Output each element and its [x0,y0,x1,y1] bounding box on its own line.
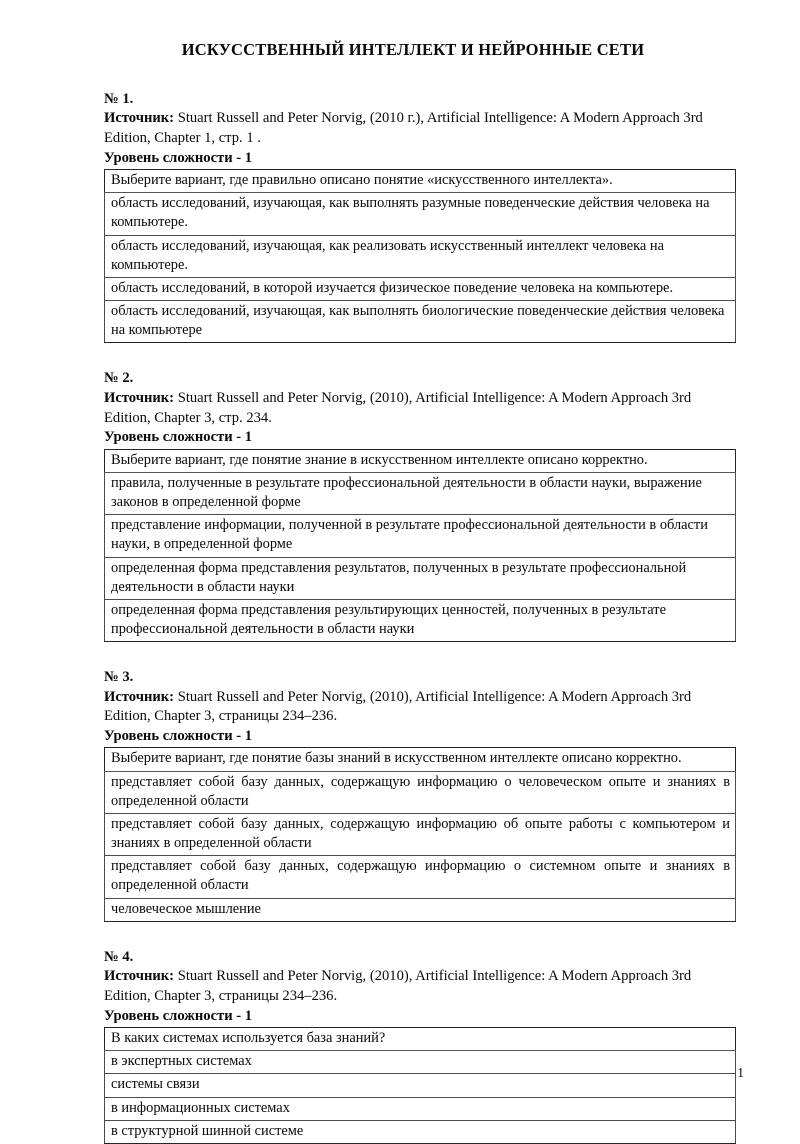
question-prompt-3: Выберите вариант, где понятие базы знаний в искусственном интеллекте описано корректно. [105,748,736,771]
table-row[interactable] [105,856,736,898]
answer-option[interactable]: область исследований, изучающая, как выполнять разумные поведенческие действия человека на компьютере. [105,193,736,235]
question-prompt-2: Выберите вариант, где понятие знание в искусственном интеллекте описано корректно. [105,449,736,472]
source-text-4: Stuart Russell and Peter Norvig, (2010), Artificial Intelligence: A Modern Approach 3rd Edition, Chapter 3, страницы 234–236. [104,968,692,1004]
question-source-1 [104,109,736,148]
answer-option[interactable]: в информационных системах [105,1097,736,1120]
table-row[interactable] [105,193,736,235]
table-row [105,449,736,472]
answer-table-1 [104,169,736,343]
question-number-1: № 1. [104,90,134,107]
question-source-4 [104,967,736,1006]
answer-option[interactable]: правила, полученные в результате профессиональной деятельности в области науки, выражение законов в определенной форме [105,472,736,514]
table-row[interactable] [105,771,736,813]
page-title: ИСКУССТВЕННЫЙ ИНТЕЛЛЕКТ И НЕЙРОННЫЕ СЕТИ [181,40,645,59]
question-block-1 [104,90,736,344]
table-row[interactable] [105,1097,736,1120]
answer-option[interactable]: человеческое мышление [105,898,736,921]
answer-option[interactable]: в экспертных системах [105,1051,736,1074]
table-row[interactable] [105,813,736,855]
table-row[interactable] [105,1120,736,1143]
source-text-2: Stuart Russell and Peter Norvig, (2010), Artificial Intelligence: A Modern Approach 3rd Edition, Chapter 3, стр. 234. [104,389,692,426]
answer-option[interactable]: область исследований, изучающая, как выполнять биологические поведенческие действия человека на компьютере [105,301,736,343]
question-block-3 [104,668,736,922]
source-label-3: Источник: [104,688,175,705]
table-row [105,170,736,193]
table-row [105,1028,736,1051]
answer-option[interactable]: определенная форма представления результатов, полученных в результате профессиональной деятельности в области науки [105,557,736,599]
table-row[interactable] [105,277,736,300]
difficulty-level-4: Уровень сложности - 1 [104,1007,253,1024]
table-row[interactable] [105,557,736,599]
answer-option[interactable]: определенная форма представления результирующих ценностей, полученных в результате профессиональной деятельности в области науки [105,599,736,641]
answer-option[interactable]: системы связи [105,1074,736,1097]
answer-table-3 [104,747,736,921]
question-number-2: № 2. [104,370,134,387]
question-block-4 [104,948,736,1144]
answer-table-4 [104,1027,736,1144]
table-row[interactable] [105,599,736,641]
difficulty-level-1: Уровень сложности - 1 [104,149,253,166]
answer-option[interactable]: представление информации, полученной в результате профессиональной деятельности в области науки, в определенной форме [105,515,736,557]
answer-table-2 [104,449,736,642]
table-row[interactable] [105,301,736,343]
answer-option[interactable]: представляет собой базу данных, содержащую информацию о системном опыте и знаниях в определенной области [105,856,736,898]
table-row[interactable] [105,1051,736,1074]
source-label-1: Источник: [104,110,175,127]
table-row[interactable] [105,472,736,514]
page-number: 1 [737,1064,744,1080]
table-row [105,748,736,771]
source-text-1: Stuart Russell and Peter Norvig, (2010 г.), Artificial Intelligence: A Modern Approach 3rd Edition, Chapter 1, стр. 1 . [104,110,703,146]
question-source-2 [104,389,736,428]
table-row[interactable] [105,515,736,557]
answer-option[interactable]: область исследований, в которой изучается физическое поведение человека на компьютере. [105,277,736,300]
source-label-2: Источник: [104,389,175,406]
answer-option[interactable]: в структурной шинной системе [105,1120,736,1143]
answer-option[interactable]: область исследований, изучающая, как реализовать искусственный интеллект человека на компьютере. [105,235,736,277]
table-row[interactable] [105,235,736,277]
question-prompt-4: В каких системах используется база знаний? [105,1028,736,1051]
question-block-2 [104,369,736,642]
table-row[interactable] [105,1074,736,1097]
question-number-4: № 4. [104,948,134,965]
source-text-3: Stuart Russell and Peter Norvig, (2010), Artificial Intelligence: A Modern Approach 3rd Edition, Chapter 3, страницы 234–236. [104,688,692,725]
difficulty-level-2: Уровень сложности - 1 [104,429,253,446]
question-prompt-1: Выберите вариант, где правильно описано понятие «искусственного интеллекта». [105,170,736,193]
answer-option[interactable]: представляет собой базу данных, содержащую информацию о человеческом опыте и знаниях в определенной области [105,771,736,813]
table-row[interactable] [105,898,736,921]
source-label-4: Источник: [104,968,175,985]
answer-option[interactable]: представляет собой базу данных, содержащую информацию об опыте работы с компьютером и знаниях в определенной области [105,813,736,855]
difficulty-level-3: Уровень сложности - 1 [104,727,253,744]
question-source-3 [104,688,736,727]
question-number-3: № 3. [104,669,134,686]
